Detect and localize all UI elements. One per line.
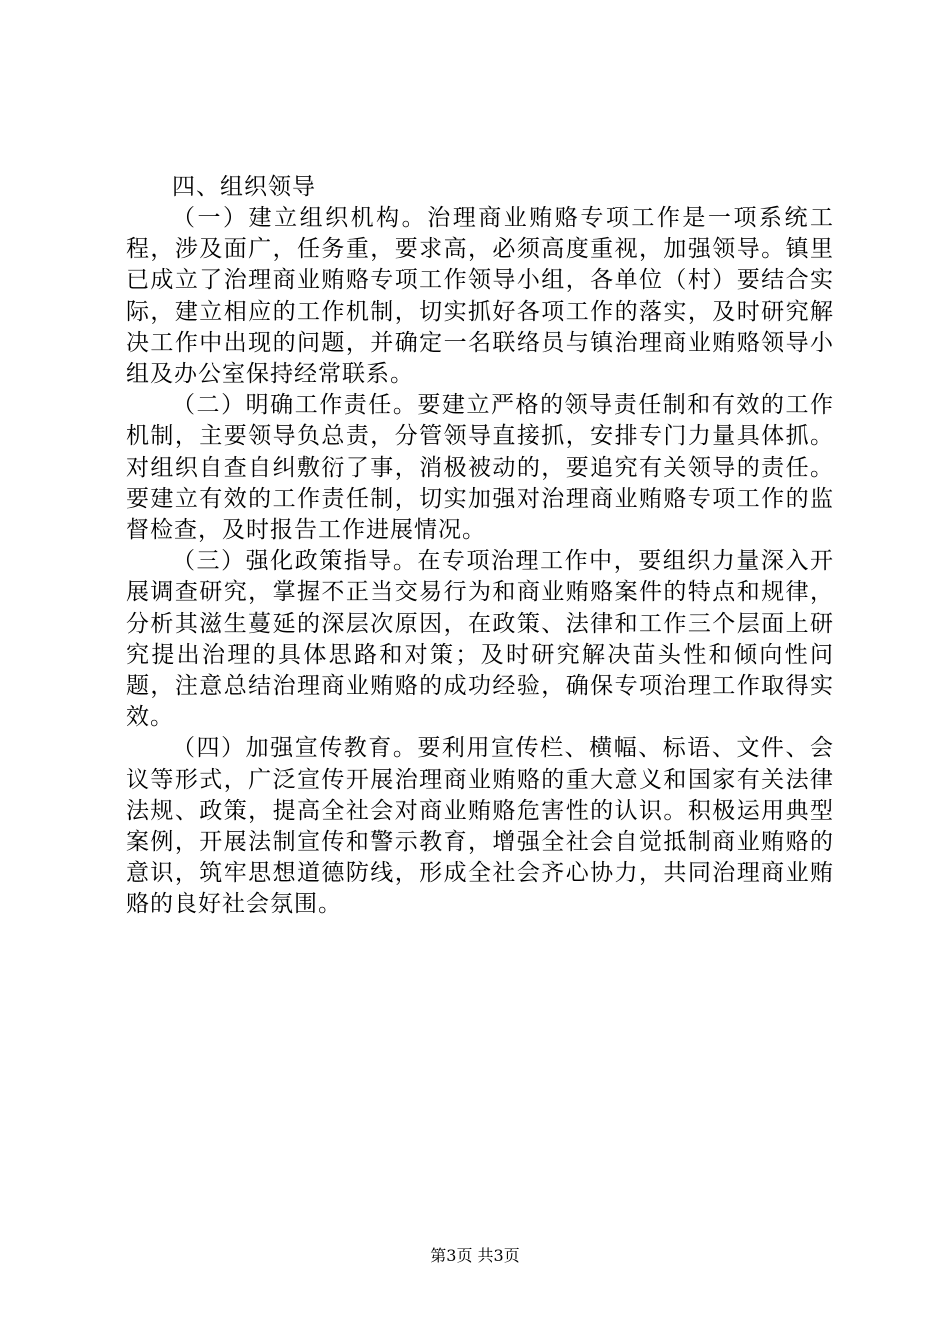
section-heading: 四、组织领导 — [172, 174, 316, 200]
paragraph-organization: （一）建立组织机构。治理商业贿赂专项工作是一项系统工程，涉及面广，任务重，要求高，必须高度重视，加强领导。镇里已成立了治理商业贿赂专项工作领导小组，各单位（村）要结合实际，建立相应的工作机制，切实抓好各项工作的落实，及时研究解决工作中出现的问题，并确定一名联络员与镇治理商业贿赂领导小组及办公室保持经常联系。 — [126, 205, 834, 388]
document-body — [126, 172, 834, 921]
paragraph-responsibility: （二）明确工作责任。要建立严格的领导责任制和有效的工作机制，主要领导负总责，分管领导直接抓，安排专门力量具体抓。对组织自查自纠敷衍了事，消极被动的，要追究有关领导的责任。要建立有效的工作责任制，切实加强对治理商业贿赂专项工作的监督检查，及时报告工作进展情况。 — [126, 392, 834, 544]
page-number-footer: 第3页 共3页 — [430, 1246, 520, 1265]
paragraph-publicity-education: （四）加强宣传教育。要利用宣传栏、横幅、标语、文件、会议等形式，广泛宣传开展治理商业贿赂的重大意义和国家有关法律法规、政策，提高全社会对商业贿赂危害性的认识。积极运用典型案例，开展法制宣传和警示教育，增强全社会自觉抵制商业贿赂的意识，筑牢思想道德防线，形成全社会齐心协力，共同治理商业贿赂的良好社会氛围。 — [126, 735, 834, 918]
paragraph-policy-guidance: （三）强化政策指导。在专项治理工作中，要组织力量深入开展调查研究，掌握不正当交易行为和商业贿赂案件的特点和规律，分析其滋生蔓延的深层次原因，在政策、法律和工作三个层面上研究提出治理的具体思路和对策；及时研究解决苗头性和倾向性问题，注意总结治理商业贿赂的成功经验，确保专项治理工作取得实效。 — [126, 548, 834, 731]
